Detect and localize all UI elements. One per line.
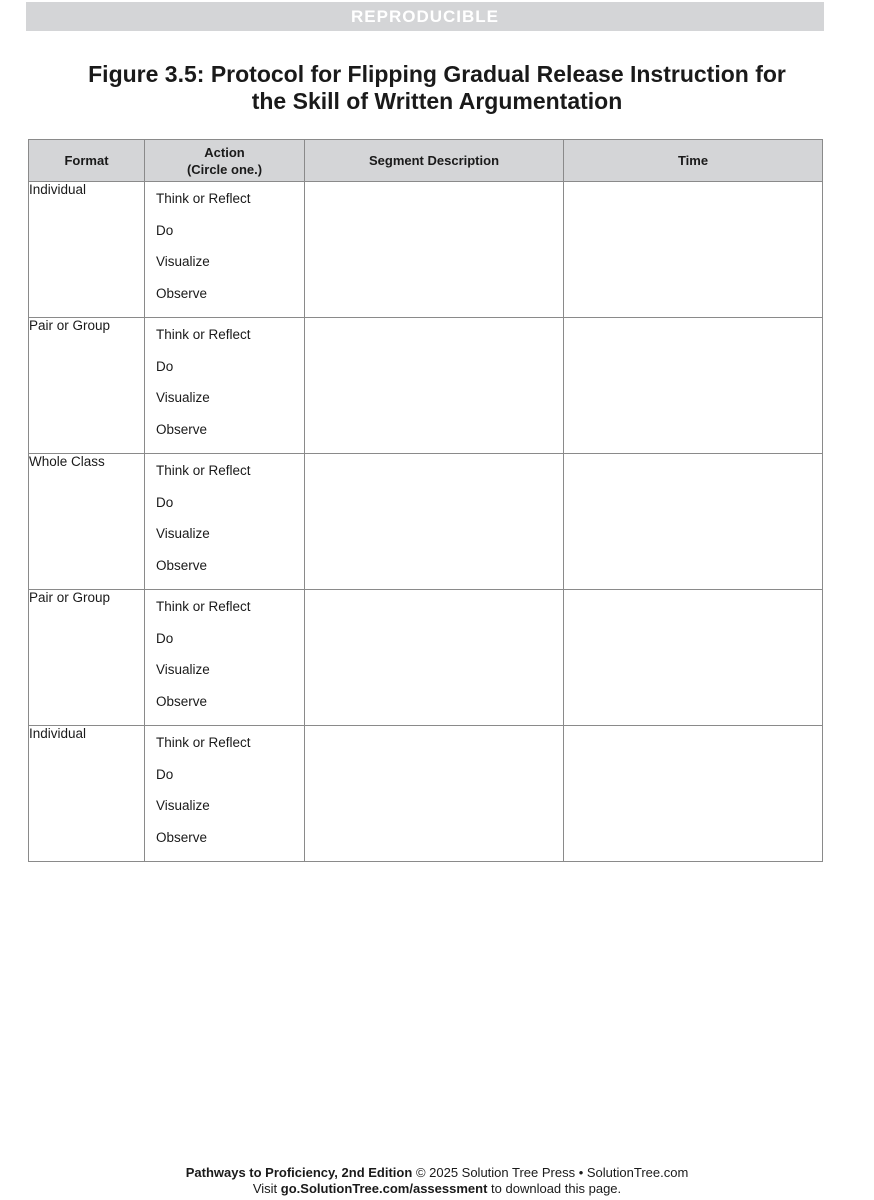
segment-description-cell[interactable] [305,318,564,454]
figure-title [0,61,874,115]
action-option[interactable]: Do [156,630,174,646]
action-cell [145,454,305,590]
header-format: Format [29,140,145,182]
footer-book-title: Pathways to Proficiency, 2nd Edition [185,1165,413,1180]
time-cell[interactable] [564,182,823,318]
format-cell: Whole Class [29,454,145,590]
banner-text: REPRODUCIBLE [350,6,499,26]
header-action-label: Action [204,144,245,160]
footer-line-2 [0,1181,874,1197]
action-option[interactable]: Observe [156,285,208,301]
header-action [145,140,305,182]
action-option[interactable]: Visualize [156,254,210,269]
segment-description-cell[interactable] [305,590,564,726]
action-option[interactable]: Do [156,766,174,782]
footer-visit-suffix: to download this page. [491,1181,622,1196]
action-option[interactable]: Visualize [156,798,210,813]
action-options [145,318,304,453]
action-options [145,590,304,725]
action-option[interactable]: Think or Reflect [156,191,251,206]
segment-description-cell[interactable] [305,454,564,590]
footer-visit-prefix: Visit [252,1181,278,1196]
format-cell: Individual [29,726,145,862]
reproducible-banner [26,2,824,31]
figure-title-line-2: the Skill of Written Argumentation [251,88,623,114]
time-cell[interactable] [564,590,823,726]
action-option[interactable]: Think or Reflect [156,327,251,342]
action-option[interactable]: Think or Reflect [156,463,251,478]
time-cell[interactable] [564,454,823,590]
protocol-table [28,139,823,862]
action-option[interactable]: Do [156,494,174,510]
time-cell[interactable] [564,726,823,862]
action-option[interactable]: Do [156,222,174,238]
format-cell: Pair or Group [29,590,145,726]
action-option[interactable]: Think or Reflect [156,735,251,750]
table-header-row [29,140,823,182]
action-option[interactable]: Visualize [156,390,210,405]
page-footer [0,1165,874,1197]
time-cell[interactable] [564,318,823,454]
action-option[interactable]: Observe [156,557,208,573]
segment-description-cell[interactable] [305,726,564,862]
action-cell [145,726,305,862]
header-action-instruction: (Circle one.) [186,161,263,177]
table-row [29,590,823,726]
action-option[interactable]: Observe [156,693,208,709]
action-cell [145,182,305,318]
footer-download-link[interactable]: go.SolutionTree.com/assessment [280,1181,488,1196]
figure-title-line-1: Figure 3.5: Protocol for Flipping Gradual Release Instruction for [88,61,786,87]
header-time: Time [564,140,823,182]
action-option[interactable]: Observe [156,421,208,437]
action-cell [145,590,305,726]
footer-copyright: © 2025 Solution Tree Press • SolutionTree.com [415,1165,689,1180]
format-cell: Individual [29,182,145,318]
action-options [145,182,304,317]
table-row [29,318,823,454]
action-option[interactable]: Visualize [156,526,210,541]
action-option[interactable]: Observe [156,829,208,845]
action-option[interactable]: Do [156,358,174,374]
segment-description-cell[interactable] [305,182,564,318]
action-options [145,726,304,861]
table-row [29,182,823,318]
action-option[interactable]: Visualize [156,662,210,677]
header-segment-description: Segment Description [305,140,564,182]
action-option[interactable]: Think or Reflect [156,599,251,614]
action-options [145,454,304,589]
format-cell: Pair or Group [29,318,145,454]
footer-line-1 [0,1165,874,1181]
action-cell [145,318,305,454]
table-row [29,726,823,862]
table-row [29,454,823,590]
